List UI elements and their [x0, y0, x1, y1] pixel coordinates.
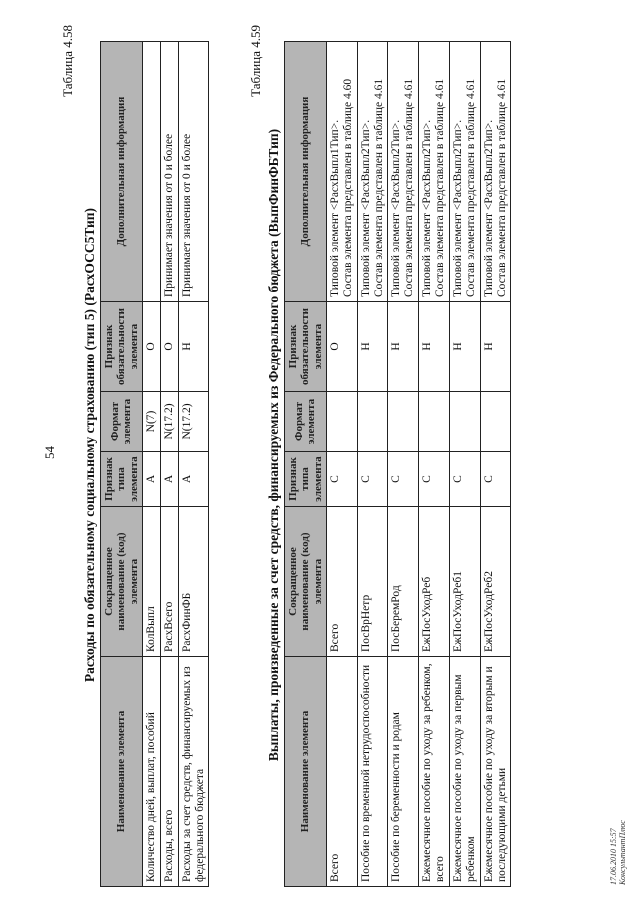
table-cell-info: [419, 42, 450, 302]
table-row: [388, 42, 419, 887]
table-cell-name: Ежемесячное пособие по уходу за ребенком, всего: [419, 657, 450, 887]
table-cell-type: С: [480, 452, 511, 507]
info-line-1: Типовой элемент <РасхВыпл2Тип>.: [359, 119, 372, 297]
table-cell-name: Ежемесячное пособие по уходу за первым ребенком: [449, 657, 480, 887]
table-cell-req: Н: [388, 302, 419, 392]
table-row: [326, 42, 357, 887]
table-row: [449, 42, 480, 887]
table-cell-info: [480, 42, 511, 302]
table-4-58: [100, 41, 209, 887]
info-line-2: Состав элемента представлен в таблице 4.61: [434, 78, 447, 297]
table-cell-name: Расходы, всего: [160, 657, 178, 887]
table-header-cell: Признак типа элемента: [101, 452, 143, 507]
table-row: [178, 42, 209, 887]
table-cell-code: РасхФинФБ: [178, 507, 209, 657]
info-line-2: Состав элемента представлен в таблице 4.60: [341, 78, 354, 297]
table-cell-code: ЕжПосУходРеб1: [449, 507, 480, 657]
page-number: 54: [42, 446, 57, 459]
table-header-cell: Сокращенное наименование (код) элемента: [101, 507, 143, 657]
info-line-2: Состав элемента представлен в таблице 4.61: [495, 78, 508, 297]
table-cell-req: Н: [419, 302, 450, 392]
table-cell-type: С: [357, 452, 388, 507]
table-row: [160, 42, 178, 887]
table-cell-format: [449, 392, 480, 452]
table-cell-req: О: [142, 302, 160, 392]
table-cell-info: [357, 42, 388, 302]
table-cell-info: Принимает значения от 0 и более: [160, 42, 178, 302]
table-cell-req: Н: [357, 302, 388, 392]
table-cell-info: [388, 42, 419, 302]
table-header-cell: Признак типа элемента: [285, 452, 327, 507]
table-cell-name: Расходы за счет средств, финансируемых из федерального бюджета: [178, 657, 209, 887]
table-row: [419, 42, 450, 887]
footer-stamp: [610, 820, 628, 885]
table-cell-code: Всего: [326, 507, 357, 657]
table-cell-info: [326, 42, 357, 302]
table-cell-code: ЕжПосУходРеб: [419, 507, 450, 657]
table-row: [480, 42, 511, 887]
table-cell-format: [480, 392, 511, 452]
table-cell-name: Ежемесячное пособие по уходу за вторым и последующими детьми: [480, 657, 511, 887]
table-cell-info: [142, 42, 160, 302]
table-4-59-title: Выплаты, произведенные за счет средств, финансируемых из Федерального бюджета (ВыпФинФБТип): [266, 128, 281, 762]
table-cell-type: С: [326, 452, 357, 507]
table-cell-type: А: [142, 452, 160, 507]
table-cell-info: Принимает значения от 0 и более: [178, 42, 209, 302]
table-cell-req: О: [160, 302, 178, 392]
table-header-cell: Формат элемента: [101, 392, 143, 452]
table-4-59-label: Таблица 4.59: [248, 25, 263, 97]
table-cell-code: ПосВрНетр: [357, 507, 388, 657]
info-line-1: Типовой элемент <РасхВыпл2Тип>.: [421, 119, 434, 297]
table-header-cell: Наименование элемента: [285, 657, 327, 887]
table-cell-name: Всего: [326, 657, 357, 887]
table-cell-req: О: [326, 302, 357, 392]
table-cell-name: Пособие по временной нетрудоспособности: [357, 657, 388, 887]
info-line-2: Состав элемента представлен в таблице 4.61: [372, 78, 385, 297]
table-4-59: [284, 41, 511, 887]
table-cell-type: А: [160, 452, 178, 507]
footer-date: 17.06.2010 15:57: [609, 828, 618, 885]
table-cell-req: Н: [178, 302, 209, 392]
table-header-cell: Сокращенное наименование (код) элемента: [285, 507, 327, 657]
info-line-2: Состав элемента представлен в таблице 4.61: [464, 78, 477, 297]
table-row: [357, 42, 388, 887]
table-cell-code: ПосБеремРод: [388, 507, 419, 657]
table-cell-code: КолВыпл: [142, 507, 160, 657]
table-cell-format: N(17.2): [160, 392, 178, 452]
table-cell-info: [449, 42, 480, 302]
table-header-cell: Признак обязательности элемента: [101, 302, 143, 392]
table-cell-format: [326, 392, 357, 452]
table-header-cell: Дополнительная информация: [285, 42, 327, 302]
info-line-1: Типовой элемент <РасхВыпл2Тип>.: [451, 119, 464, 297]
table-cell-type: С: [388, 452, 419, 507]
table-header-cell: Наименование элемента: [101, 657, 143, 887]
table-cell-code: РасхВсего: [160, 507, 178, 657]
table-cell-type: А: [178, 452, 209, 507]
footer-source: КонсультантПлюс: [617, 820, 627, 885]
table-cell-code: ЕжПосУходРеб2: [480, 507, 511, 657]
info-line-1: Типовой элемент <РасхВыпл2Тип>.: [482, 119, 495, 297]
table-cell-req: Н: [480, 302, 511, 392]
info-line-1: Типовой элемент <РасхВыпл1Тип>.: [328, 119, 341, 297]
table-header-cell: Дополнительная информация: [101, 42, 143, 302]
table-cell-format: [357, 392, 388, 452]
info-line-2: Состав элемента представлен в таблице 4.61: [403, 78, 416, 297]
info-line-1: Типовой элемент <РасхВыпл2Тип>.: [390, 119, 403, 297]
table-cell-format: [419, 392, 450, 452]
table-cell-name: Количество дней, выплат, пособий: [142, 657, 160, 887]
table-cell-format: [388, 392, 419, 452]
table-cell-format: N(17.2): [178, 392, 209, 452]
table-4-58-title: Расходы по обязательному социальному страхованию (тип 5) (РасхОСС5Тип): [82, 207, 97, 683]
table-row: [142, 42, 160, 887]
table-cell-type: С: [419, 452, 450, 507]
table-cell-req: Н: [449, 302, 480, 392]
table-header-cell: Формат элемента: [285, 392, 327, 452]
table-cell-format: N(7): [142, 392, 160, 452]
table-cell-type: С: [449, 452, 480, 507]
table-header-cell: Признак обязательности элемента: [285, 302, 327, 392]
table-cell-name: Пособие по беременности и родам: [388, 657, 419, 887]
table-4-58-label: Таблица 4.58: [60, 25, 75, 97]
